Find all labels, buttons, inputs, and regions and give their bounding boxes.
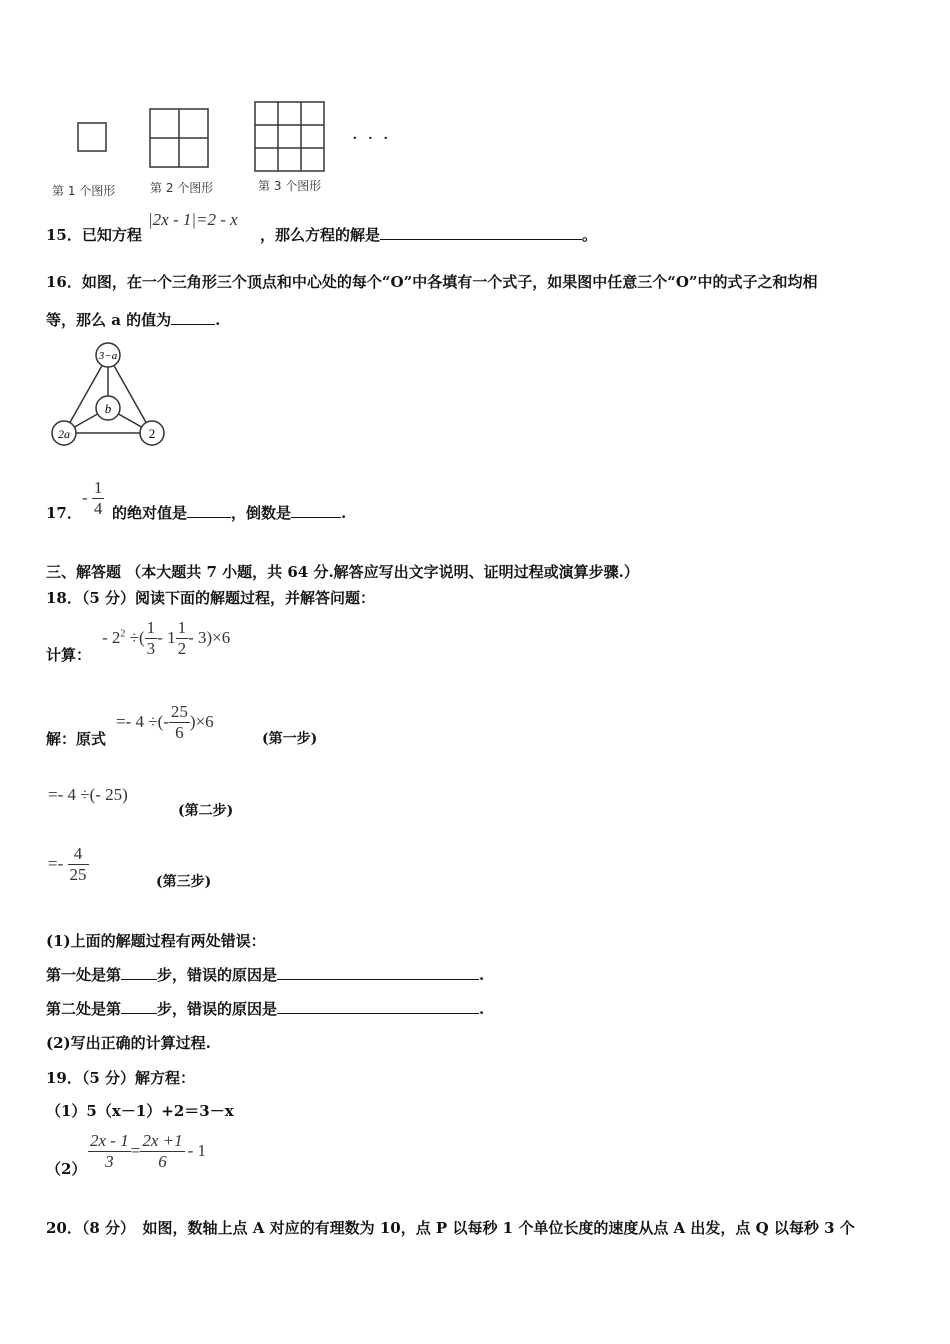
section3-heading-line bbox=[46, 561, 639, 582]
q19-header: 19．（5 分）解方程： bbox=[46, 1069, 196, 1087]
figure-1 bbox=[78, 123, 106, 151]
q18-calc-a: - 2 bbox=[102, 628, 121, 648]
q17-value bbox=[82, 478, 104, 518]
q19-eq2-left-den: 3 bbox=[105, 1151, 114, 1171]
q18-step3-num: 4 bbox=[68, 844, 89, 865]
triangle-diagram bbox=[46, 340, 176, 455]
q18-err2-step-blank[interactable] bbox=[121, 998, 157, 1014]
q18-part1: (1)上面的解题过程有两处错误： bbox=[46, 932, 266, 950]
q16-line1: 16．如图，在一个三角形三个顶点和中心处的每个“O”中各填有一个式子，如果图中任意三个“O”中的式子之和均相 bbox=[46, 273, 818, 291]
q20-text: 20．（8 分） 如图，数轴上点 A 对应的有理数为 10，点 P 以每秒 1 个单位长度的速度从点 A 出发，点 Q 以每秒 3 个 bbox=[46, 1219, 855, 1237]
q18-step2-tag: (第二步) bbox=[178, 803, 234, 819]
node-right-label: 2 bbox=[148, 426, 156, 441]
q15-equation: |2x - 1|=2 - x bbox=[148, 210, 238, 229]
q17-sign: - bbox=[82, 488, 88, 508]
q18-f1-num: 1 bbox=[146, 618, 156, 637]
q16-end: . bbox=[215, 311, 221, 329]
q19-eq2-tail: - 1 bbox=[187, 1141, 207, 1161]
q17-end: . bbox=[341, 504, 347, 522]
q15-number: 15． bbox=[46, 226, 82, 244]
q19-eq2-left-num: 2x - 1 bbox=[90, 1131, 129, 1150]
q17-reciprocal-blank[interactable] bbox=[291, 502, 341, 518]
figures-ellipsis: · · · bbox=[352, 128, 391, 149]
q16-line2-text: 等，那么 a 的值为 bbox=[46, 311, 172, 329]
q18-step3-den: 25 bbox=[69, 864, 87, 884]
q18-calc-exp: 2 bbox=[120, 628, 126, 640]
q17-abs-blank[interactable] bbox=[187, 502, 231, 518]
q18-calc-d: - 3)×6 bbox=[188, 628, 231, 648]
pattern-figures bbox=[70, 95, 400, 175]
q16-line2 bbox=[46, 309, 220, 330]
node-top-label: 3−a bbox=[98, 350, 118, 362]
q18-step1-b: )×6 bbox=[189, 712, 214, 732]
q18-err1-b: 步，错误的原因是 bbox=[157, 966, 278, 984]
q18-err2-end: . bbox=[479, 1000, 485, 1018]
figure-3 bbox=[255, 102, 324, 171]
section3-heading: 三、解答题 bbox=[46, 563, 122, 581]
q18-err2-b: 步，错误的原因是 bbox=[157, 1000, 278, 1018]
q17-frac-den: 4 bbox=[93, 498, 103, 518]
figure-2-caption: 第 2 个图形 bbox=[150, 181, 214, 195]
q19-eq2-right-den: 6 bbox=[158, 1151, 167, 1171]
q18-calc-c: - 1 bbox=[157, 628, 176, 648]
q18-err2-a: 第二处是第 bbox=[46, 1000, 122, 1018]
q18-step1-den: 6 bbox=[175, 722, 184, 742]
q16-answer-blank[interactable] bbox=[171, 309, 215, 325]
q18-step1-a: =- 4 ÷(- bbox=[116, 712, 169, 732]
q18-step3-expression bbox=[48, 844, 89, 884]
q18-calc-b: ÷( bbox=[129, 628, 145, 648]
q18-calc-label: 计算： bbox=[46, 646, 92, 664]
q18-err2-reason-blank[interactable] bbox=[277, 998, 479, 1014]
q15-answer-line bbox=[260, 224, 597, 245]
q18-f1-den: 3 bbox=[146, 638, 156, 658]
q19-equation1: （1）5（x－1）+2＝3－x bbox=[46, 1102, 234, 1120]
q18-err1-reason-blank[interactable] bbox=[277, 964, 479, 980]
q17-frac-num: 1 bbox=[93, 478, 103, 497]
node-center-label: b bbox=[104, 401, 112, 416]
q18-step2-expression: =- 4 ÷(- 25) bbox=[48, 785, 128, 804]
q17-number: 17． bbox=[46, 504, 82, 522]
figure-2 bbox=[150, 109, 208, 167]
q15-end: 。 bbox=[582, 226, 598, 244]
q18-solution-label: 解：原式 bbox=[46, 730, 107, 748]
q15-answer-blank[interactable] bbox=[380, 224, 582, 240]
q15-suffix: ，那么方程的解是 bbox=[260, 226, 381, 244]
section3-note: （本大题共 7 小题，共 64 分.解答应写出文字说明、证明过程或演算步骤.） bbox=[126, 563, 639, 581]
q18-f2-num: 1 bbox=[177, 618, 187, 637]
q18-part2: (2)写出正确的计算过程. bbox=[46, 1034, 211, 1052]
q19-label2: （2） bbox=[46, 1160, 87, 1178]
q18-err1-step-blank[interactable] bbox=[121, 964, 157, 980]
q18-f2-den: 2 bbox=[177, 638, 187, 658]
q19-eq2-equals: = bbox=[130, 1141, 141, 1161]
q18-step3-a: =- bbox=[48, 854, 64, 874]
q18-step1-expression bbox=[116, 702, 214, 742]
q17-fraction bbox=[92, 478, 105, 518]
q18-step3-tag: (第三步) bbox=[156, 874, 212, 890]
q18-step1-tag: (第一步) bbox=[262, 731, 318, 747]
q15-prefix: 已知方程 bbox=[81, 226, 142, 244]
q18-error2-line bbox=[46, 998, 484, 1019]
q17-text2: ，倒数是 bbox=[231, 504, 292, 522]
node-left-label: 2a bbox=[58, 427, 70, 441]
q18-error1-line bbox=[46, 964, 484, 985]
figure-1-caption: 第 1 个图形 bbox=[52, 184, 116, 198]
q18-header: 18．（5 分）阅读下面的解题过程，并解答问题： bbox=[46, 589, 376, 607]
q18-calc-expression bbox=[102, 618, 230, 658]
q17-text1: 的绝对值是 bbox=[112, 504, 188, 522]
q18-step1-num: 25 bbox=[170, 702, 188, 721]
figure-3-caption: 第 3 个图形 bbox=[258, 179, 322, 193]
q19-eq2-right-num: 2x +1 bbox=[142, 1131, 183, 1150]
q19-equation2 bbox=[88, 1131, 206, 1171]
q18-err1-a: 第一处是第 bbox=[46, 966, 122, 984]
q18-err1-end: . bbox=[479, 966, 485, 984]
q17-text bbox=[112, 502, 346, 523]
q15-line bbox=[46, 224, 142, 245]
